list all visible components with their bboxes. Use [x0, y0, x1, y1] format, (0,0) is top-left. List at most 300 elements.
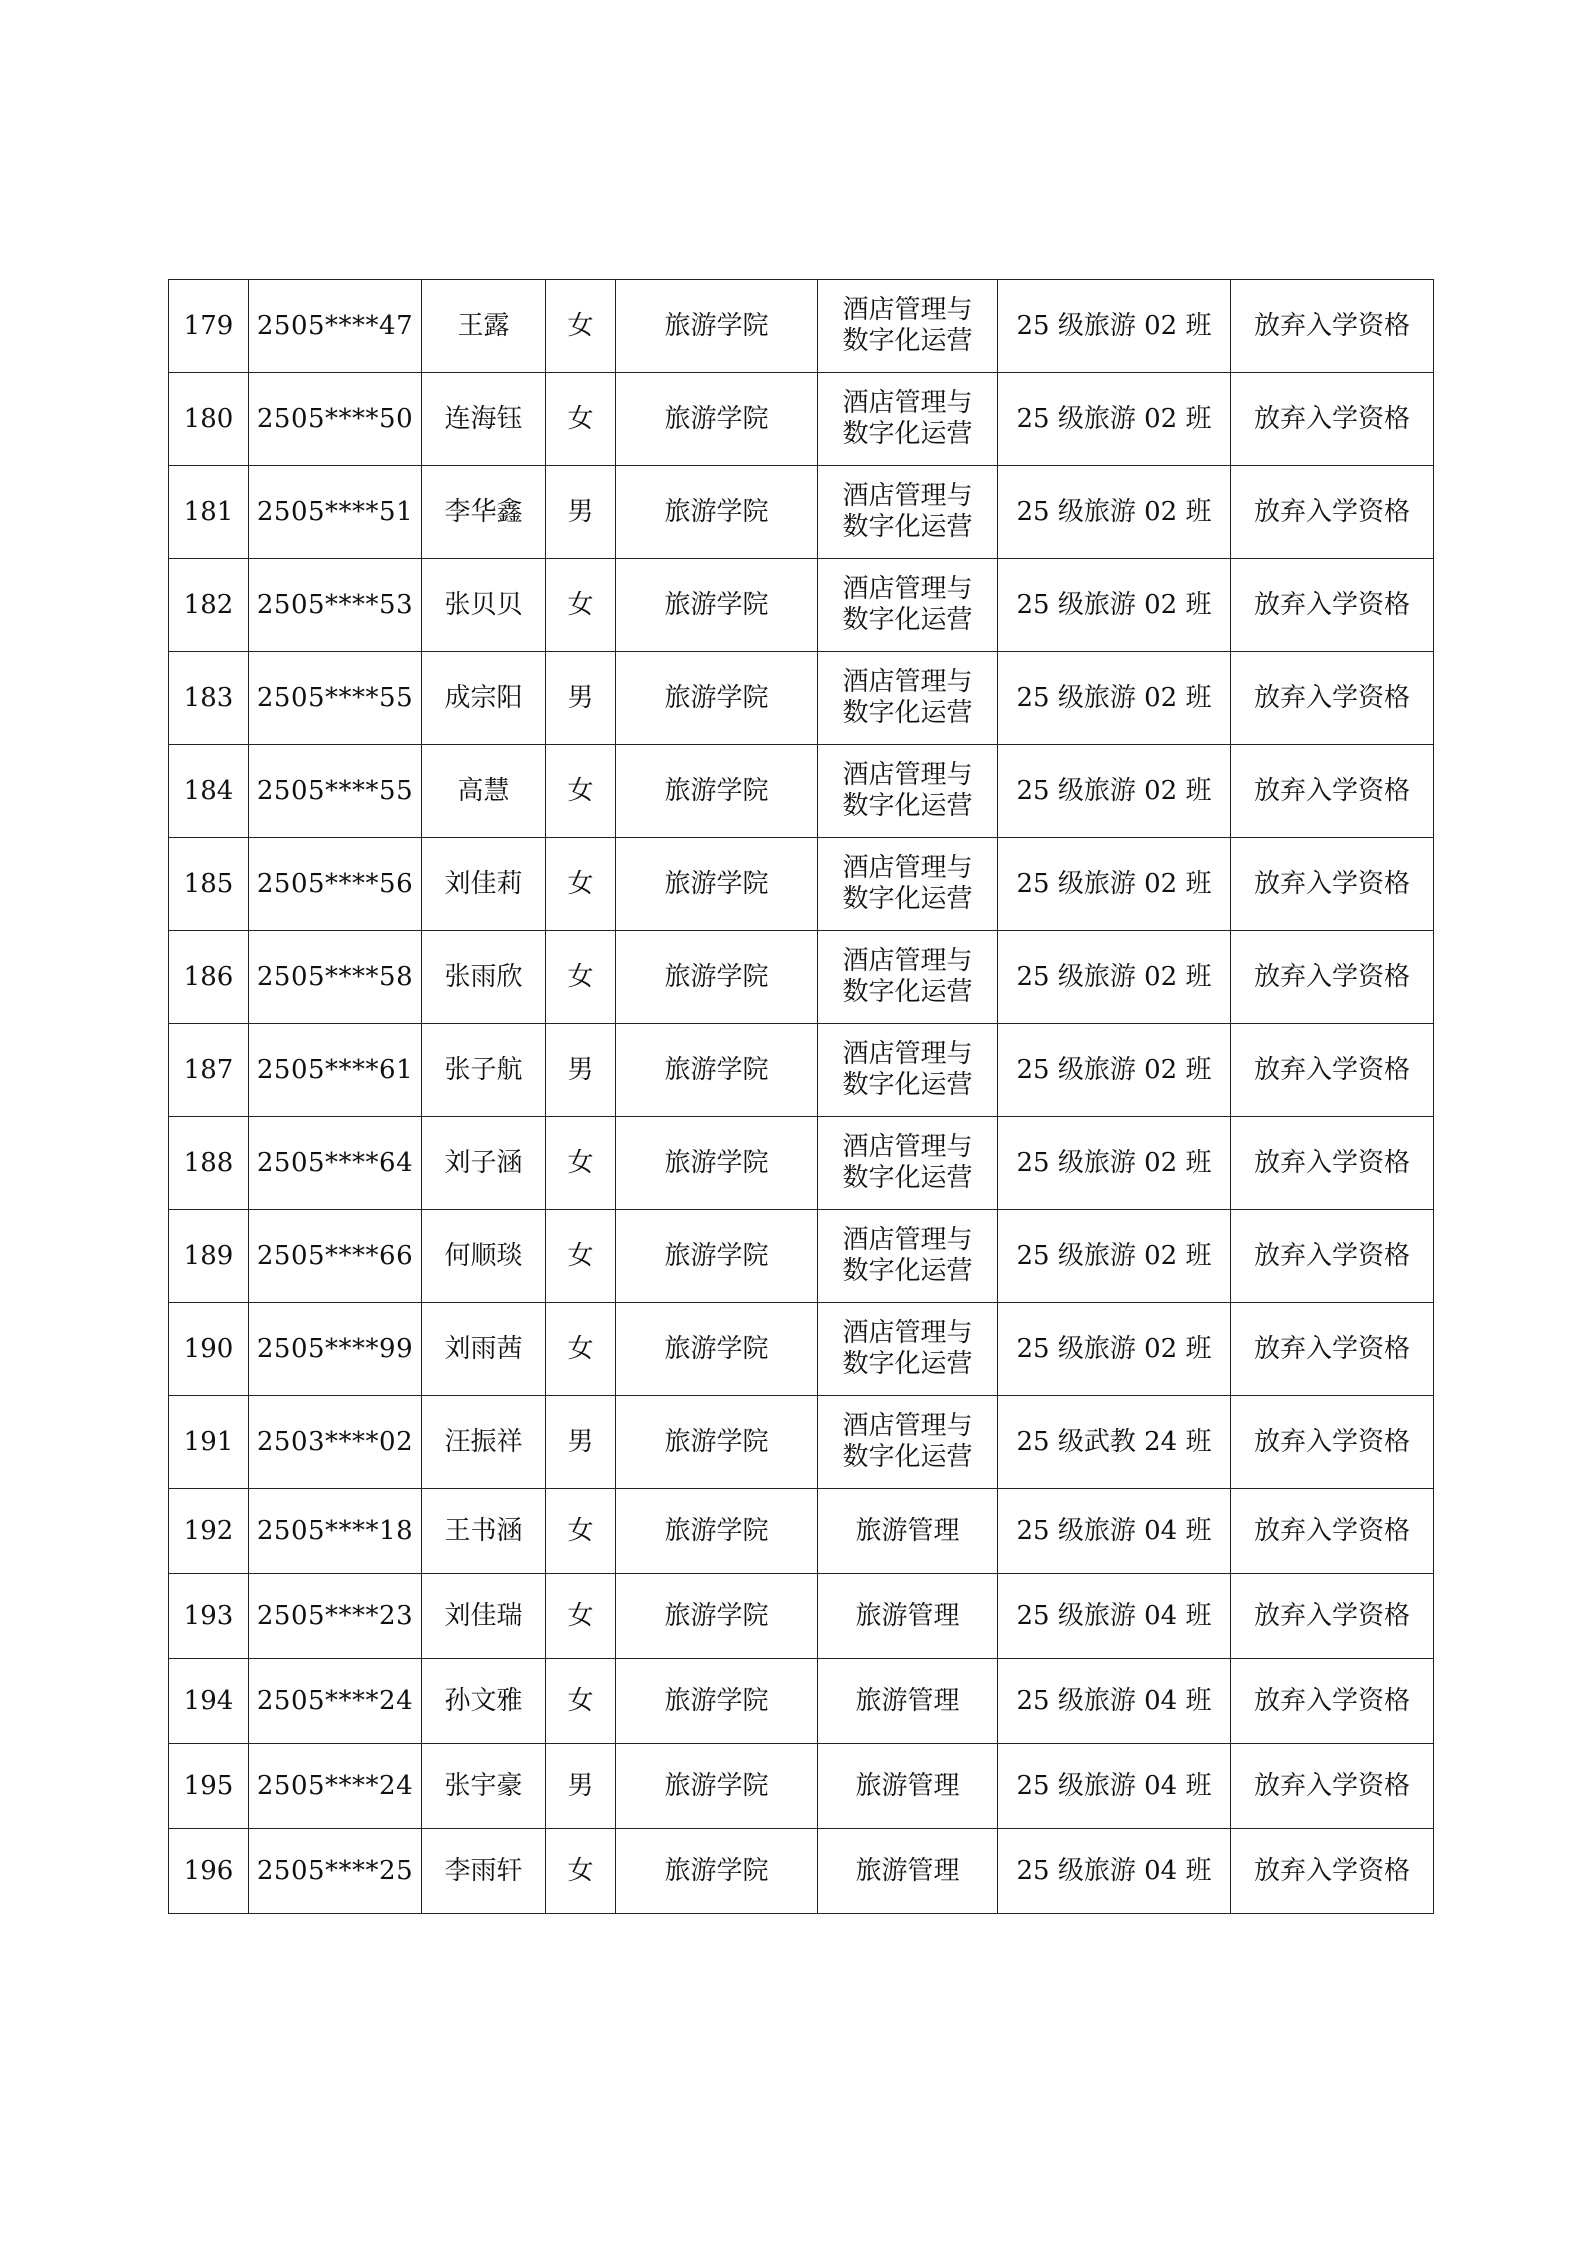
class-text: 25 级旅游 02 班 [1016, 868, 1212, 899]
gender-text: 女 [567, 1515, 594, 1546]
student-name-text: 刘佳瑞 [444, 1600, 523, 1631]
status-text: 放弃入学资格 [1253, 1054, 1410, 1085]
row-number-text: 181 [183, 496, 234, 527]
gender-text: 女 [567, 775, 594, 806]
status-text: 放弃入学资格 [1253, 1515, 1410, 1546]
student-id-cell [249, 1659, 422, 1744]
row-number-text: 190 [183, 1333, 234, 1364]
row-number-cell [169, 1659, 249, 1744]
college-text: 旅游学院 [664, 961, 769, 992]
class-cell [998, 1659, 1231, 1744]
major-text: 旅游管理 [855, 1515, 960, 1546]
major-cell [818, 931, 998, 1024]
major-cell [818, 280, 998, 373]
gender-text: 男 [567, 1054, 594, 1085]
major-text: 酒店管理与数字化运营 [842, 574, 973, 635]
student-id-cell [249, 1117, 422, 1210]
table-row [169, 1303, 1434, 1396]
roster-body [169, 280, 1434, 1914]
class-text: 25 级旅游 02 班 [1016, 310, 1212, 341]
college-text: 旅游学院 [664, 1855, 769, 1886]
class-cell [998, 931, 1231, 1024]
gender-text: 男 [567, 1426, 594, 1457]
major-text: 旅游管理 [855, 1600, 960, 1631]
table-row [169, 1210, 1434, 1303]
table-row [169, 1024, 1434, 1117]
college-cell [616, 559, 818, 652]
student-id-text: 2505****58 [256, 961, 414, 992]
row-number-cell [169, 1303, 249, 1396]
class-cell [998, 373, 1231, 466]
college-cell [616, 1117, 818, 1210]
student-id-cell [249, 745, 422, 838]
student-id-text: 2505****99 [256, 1333, 414, 1364]
college-text: 旅游学院 [664, 1240, 769, 1271]
table-row [169, 931, 1434, 1024]
table-row [169, 1829, 1434, 1914]
college-cell [616, 1024, 818, 1117]
table-row [169, 1744, 1434, 1829]
college-cell [616, 1303, 818, 1396]
major-cell [818, 1489, 998, 1574]
student-name-text: 张宇豪 [444, 1770, 523, 1801]
status-cell [1231, 466, 1434, 559]
gender-cell [546, 652, 616, 745]
student-name-text: 孙文雅 [444, 1685, 523, 1716]
student-id-cell [249, 931, 422, 1024]
college-cell [616, 1210, 818, 1303]
student-id-text: 2505****55 [256, 775, 414, 806]
college-cell [616, 1829, 818, 1914]
status-cell [1231, 280, 1434, 373]
gender-cell [546, 838, 616, 931]
college-text: 旅游学院 [664, 1515, 769, 1546]
class-cell [998, 1024, 1231, 1117]
status-cell [1231, 1117, 1434, 1210]
class-text: 25 级旅游 02 班 [1016, 682, 1212, 713]
major-text: 酒店管理与数字化运营 [842, 760, 973, 821]
major-text: 酒店管理与数字化运营 [842, 295, 973, 356]
major-text: 酒店管理与数字化运营 [842, 1039, 973, 1100]
class-cell [998, 652, 1231, 745]
college-text: 旅游学院 [664, 682, 769, 713]
row-number-cell [169, 1024, 249, 1117]
class-cell [998, 280, 1231, 373]
gender-text: 女 [567, 1147, 594, 1178]
student-name-text: 王露 [457, 310, 510, 341]
college-text: 旅游学院 [664, 589, 769, 620]
student-name-cell [422, 1024, 546, 1117]
gender-text: 男 [567, 496, 594, 527]
status-cell [1231, 1024, 1434, 1117]
student-name-cell [422, 466, 546, 559]
class-text: 25 级旅游 02 班 [1016, 496, 1212, 527]
major-cell [818, 1024, 998, 1117]
student-id-text: 2505****23 [256, 1600, 414, 1631]
status-cell [1231, 1210, 1434, 1303]
college-cell [616, 466, 818, 559]
row-number-cell [169, 931, 249, 1024]
major-cell [818, 1829, 998, 1914]
major-cell [818, 838, 998, 931]
row-number-text: 187 [183, 1054, 234, 1085]
major-cell [818, 1574, 998, 1659]
student-id-text: 2505****53 [256, 589, 414, 620]
class-cell [998, 1117, 1231, 1210]
gender-cell [546, 1574, 616, 1659]
status-cell [1231, 1396, 1434, 1489]
college-text: 旅游学院 [664, 1685, 769, 1716]
student-name-cell [422, 1396, 546, 1489]
gender-cell [546, 1117, 616, 1210]
table-row [169, 1489, 1434, 1574]
major-cell [818, 1117, 998, 1210]
status-text: 放弃入学资格 [1253, 1240, 1410, 1271]
student-name-text: 张雨欣 [444, 961, 523, 992]
status-text: 放弃入学资格 [1253, 775, 1410, 806]
row-number-cell [169, 1117, 249, 1210]
student-id-cell [249, 1489, 422, 1574]
college-cell [616, 652, 818, 745]
student-id-text: 2505****51 [256, 496, 414, 527]
student-id-cell [249, 1303, 422, 1396]
student-id-text: 2505****64 [256, 1147, 414, 1178]
status-text: 放弃入学资格 [1253, 1426, 1410, 1457]
student-name-text: 刘雨茜 [444, 1333, 523, 1364]
table-row [169, 1574, 1434, 1659]
class-cell [998, 1574, 1231, 1659]
student-name-cell [422, 373, 546, 466]
gender-cell [546, 373, 616, 466]
row-number-cell [169, 466, 249, 559]
row-number-cell [169, 280, 249, 373]
student-name-text: 汪振祥 [444, 1426, 523, 1457]
student-name-cell [422, 1303, 546, 1396]
student-id-cell [249, 280, 422, 373]
status-cell [1231, 838, 1434, 931]
class-cell [998, 745, 1231, 838]
row-number-cell [169, 1744, 249, 1829]
status-cell [1231, 745, 1434, 838]
major-text: 酒店管理与数字化运营 [842, 667, 973, 728]
status-text: 放弃入学资格 [1253, 1147, 1410, 1178]
table-row [169, 1396, 1434, 1489]
student-id-cell [249, 1829, 422, 1914]
student-name-cell [422, 838, 546, 931]
gender-cell [546, 1829, 616, 1914]
class-text: 25 级旅游 04 班 [1016, 1770, 1212, 1801]
status-text: 放弃入学资格 [1253, 310, 1410, 341]
student-id-cell [249, 1396, 422, 1489]
row-number-text: 195 [183, 1770, 234, 1801]
student-name-cell [422, 1489, 546, 1574]
row-number-text: 183 [183, 682, 234, 713]
college-cell [616, 373, 818, 466]
student-id-cell [249, 559, 422, 652]
major-cell [818, 466, 998, 559]
student-name-cell [422, 1117, 546, 1210]
table-row [169, 745, 1434, 838]
student-name-text: 张贝贝 [444, 589, 523, 620]
major-cell [818, 373, 998, 466]
status-text: 放弃入学资格 [1253, 496, 1410, 527]
status-cell [1231, 931, 1434, 1024]
gender-text: 女 [567, 1240, 594, 1271]
gender-text: 女 [567, 961, 594, 992]
class-cell [998, 559, 1231, 652]
student-name-text: 李华鑫 [444, 496, 523, 527]
student-name-cell [422, 1574, 546, 1659]
major-cell [818, 1303, 998, 1396]
student-name-cell [422, 1659, 546, 1744]
college-cell [616, 1744, 818, 1829]
gender-cell [546, 466, 616, 559]
row-number-text: 196 [183, 1855, 234, 1886]
major-cell [818, 1744, 998, 1829]
row-number-text: 193 [183, 1600, 234, 1631]
status-text: 放弃入学资格 [1253, 1855, 1410, 1886]
class-text: 25 级旅游 04 班 [1016, 1515, 1212, 1546]
major-text: 旅游管理 [855, 1770, 960, 1801]
college-cell [616, 838, 818, 931]
row-number-text: 180 [183, 403, 234, 434]
gender-cell [546, 1024, 616, 1117]
row-number-cell [169, 1489, 249, 1574]
row-number-cell [169, 559, 249, 652]
college-cell [616, 1659, 818, 1744]
row-number-cell [169, 1574, 249, 1659]
college-cell [616, 280, 818, 373]
college-text: 旅游学院 [664, 1600, 769, 1631]
student-id-cell [249, 1574, 422, 1659]
table-row [169, 466, 1434, 559]
status-cell [1231, 652, 1434, 745]
class-text: 25 级旅游 02 班 [1016, 1054, 1212, 1085]
student-name-cell [422, 1829, 546, 1914]
status-text: 放弃入学资格 [1253, 1770, 1410, 1801]
major-text: 酒店管理与数字化运营 [842, 1225, 973, 1286]
gender-cell [546, 1396, 616, 1489]
gender-text: 女 [567, 868, 594, 899]
major-cell [818, 745, 998, 838]
college-text: 旅游学院 [664, 1054, 769, 1085]
status-text: 放弃入学资格 [1253, 961, 1410, 992]
gender-text: 女 [567, 1685, 594, 1716]
student-name-cell [422, 745, 546, 838]
row-number-text: 192 [183, 1515, 234, 1546]
student-name-text: 高慧 [457, 775, 510, 806]
college-text: 旅游学院 [664, 868, 769, 899]
class-cell [998, 1303, 1231, 1396]
status-cell [1231, 559, 1434, 652]
student-id-text: 2503****02 [256, 1426, 414, 1457]
row-number-cell [169, 652, 249, 745]
major-text: 酒店管理与数字化运营 [842, 1411, 973, 1472]
status-cell [1231, 373, 1434, 466]
gender-cell [546, 1303, 616, 1396]
class-text: 25 级旅游 04 班 [1016, 1600, 1212, 1631]
class-text: 25 级旅游 02 班 [1016, 775, 1212, 806]
class-cell [998, 1210, 1231, 1303]
row-number-text: 184 [183, 775, 234, 806]
status-cell [1231, 1574, 1434, 1659]
table-row [169, 1659, 1434, 1744]
major-text: 酒店管理与数字化运营 [842, 1132, 973, 1193]
row-number-cell [169, 1210, 249, 1303]
major-cell [818, 652, 998, 745]
table-row [169, 559, 1434, 652]
row-number-text: 194 [183, 1685, 234, 1716]
class-cell [998, 838, 1231, 931]
student-id-cell [249, 652, 422, 745]
table-row [169, 280, 1434, 373]
class-text: 25 级旅游 04 班 [1016, 1685, 1212, 1716]
table-row [169, 373, 1434, 466]
student-name-text: 李雨轩 [444, 1855, 523, 1886]
major-cell [818, 1659, 998, 1744]
college-text: 旅游学院 [664, 496, 769, 527]
gender-cell [546, 280, 616, 373]
status-cell [1231, 1659, 1434, 1744]
student-id-text: 2505****55 [256, 682, 414, 713]
gender-text: 男 [567, 1770, 594, 1801]
class-text: 25 级旅游 02 班 [1016, 589, 1212, 620]
student-id-text: 2505****18 [256, 1515, 414, 1546]
row-number-cell [169, 838, 249, 931]
student-name-cell [422, 559, 546, 652]
student-name-cell [422, 931, 546, 1024]
major-cell [818, 1210, 998, 1303]
college-text: 旅游学院 [664, 1147, 769, 1178]
college-cell [616, 745, 818, 838]
row-number-cell [169, 1396, 249, 1489]
status-text: 放弃入学资格 [1253, 682, 1410, 713]
student-name-text: 成宗阳 [444, 682, 523, 713]
class-text: 25 级旅游 02 班 [1016, 403, 1212, 434]
row-number-text: 191 [183, 1426, 234, 1457]
gender-cell [546, 1659, 616, 1744]
class-cell [998, 1396, 1231, 1489]
status-text: 放弃入学资格 [1253, 868, 1410, 899]
student-id-text: 2505****24 [256, 1685, 414, 1716]
college-cell [616, 1489, 818, 1574]
major-text: 酒店管理与数字化运营 [842, 1318, 973, 1379]
table-row [169, 1117, 1434, 1210]
major-text: 旅游管理 [855, 1855, 960, 1886]
gender-text: 女 [567, 1855, 594, 1886]
status-cell [1231, 1303, 1434, 1396]
major-cell [818, 559, 998, 652]
student-roster-table [168, 279, 1434, 1914]
college-cell [616, 1396, 818, 1489]
student-name-text: 刘佳莉 [444, 868, 523, 899]
gender-text: 男 [567, 682, 594, 713]
row-number-text: 189 [183, 1240, 234, 1271]
row-number-text: 188 [183, 1147, 234, 1178]
student-id-cell [249, 1210, 422, 1303]
student-id-text: 2505****61 [256, 1054, 414, 1085]
table-row [169, 838, 1434, 931]
major-text: 旅游管理 [855, 1685, 960, 1716]
row-number-cell [169, 373, 249, 466]
major-cell [818, 1396, 998, 1489]
gender-text: 女 [567, 1600, 594, 1631]
gender-cell [546, 745, 616, 838]
row-number-cell [169, 1829, 249, 1914]
row-number-text: 185 [183, 868, 234, 899]
status-text: 放弃入学资格 [1253, 1600, 1410, 1631]
class-cell [998, 466, 1231, 559]
student-name-cell [422, 1744, 546, 1829]
student-id-text: 2505****25 [256, 1855, 414, 1886]
status-cell [1231, 1829, 1434, 1914]
class-cell [998, 1489, 1231, 1574]
class-text: 25 级旅游 04 班 [1016, 1855, 1212, 1886]
student-id-cell [249, 1744, 422, 1829]
gender-cell [546, 559, 616, 652]
student-id-text: 2505****24 [256, 1770, 414, 1801]
student-id-cell [249, 838, 422, 931]
major-text: 酒店管理与数字化运营 [842, 481, 973, 542]
gender-text: 女 [567, 1333, 594, 1364]
status-text: 放弃入学资格 [1253, 1685, 1410, 1716]
college-text: 旅游学院 [664, 1770, 769, 1801]
major-text: 酒店管理与数字化运营 [842, 946, 973, 1007]
status-cell [1231, 1744, 1434, 1829]
major-text: 酒店管理与数字化运营 [842, 853, 973, 914]
gender-text: 女 [567, 403, 594, 434]
student-id-cell [249, 373, 422, 466]
row-number-text: 186 [183, 961, 234, 992]
student-name-text: 连海钰 [444, 403, 523, 434]
student-id-cell [249, 1024, 422, 1117]
college-text: 旅游学院 [664, 310, 769, 341]
major-text: 酒店管理与数字化运营 [842, 388, 973, 449]
class-text: 25 级旅游 02 班 [1016, 1333, 1212, 1364]
row-number-text: 182 [183, 589, 234, 620]
row-number-text: 179 [183, 310, 234, 341]
gender-cell [546, 1489, 616, 1574]
student-name-text: 王书涵 [444, 1515, 523, 1546]
status-text: 放弃入学资格 [1253, 403, 1410, 434]
gender-text: 女 [567, 310, 594, 341]
class-text: 25 级旅游 02 班 [1016, 1240, 1212, 1271]
student-id-text: 2505****66 [256, 1240, 414, 1271]
student-id-text: 2505****50 [256, 403, 414, 434]
student-id-text: 2505****56 [256, 868, 414, 899]
gender-text: 女 [567, 589, 594, 620]
student-name-cell [422, 1210, 546, 1303]
class-cell [998, 1829, 1231, 1914]
college-cell [616, 1574, 818, 1659]
college-text: 旅游学院 [664, 403, 769, 434]
status-text: 放弃入学资格 [1253, 1333, 1410, 1364]
student-name-cell [422, 652, 546, 745]
college-cell [616, 931, 818, 1024]
row-number-cell [169, 745, 249, 838]
class-cell [998, 1744, 1231, 1829]
gender-cell [546, 1210, 616, 1303]
status-text: 放弃入学资格 [1253, 589, 1410, 620]
gender-cell [546, 931, 616, 1024]
gender-cell [546, 1744, 616, 1829]
student-name-text: 刘子涵 [444, 1147, 523, 1178]
status-cell [1231, 1489, 1434, 1574]
student-name-text: 张子航 [444, 1054, 523, 1085]
class-text: 25 级旅游 02 班 [1016, 961, 1212, 992]
college-text: 旅游学院 [664, 1426, 769, 1457]
student-name-text: 何顺琰 [444, 1240, 523, 1271]
